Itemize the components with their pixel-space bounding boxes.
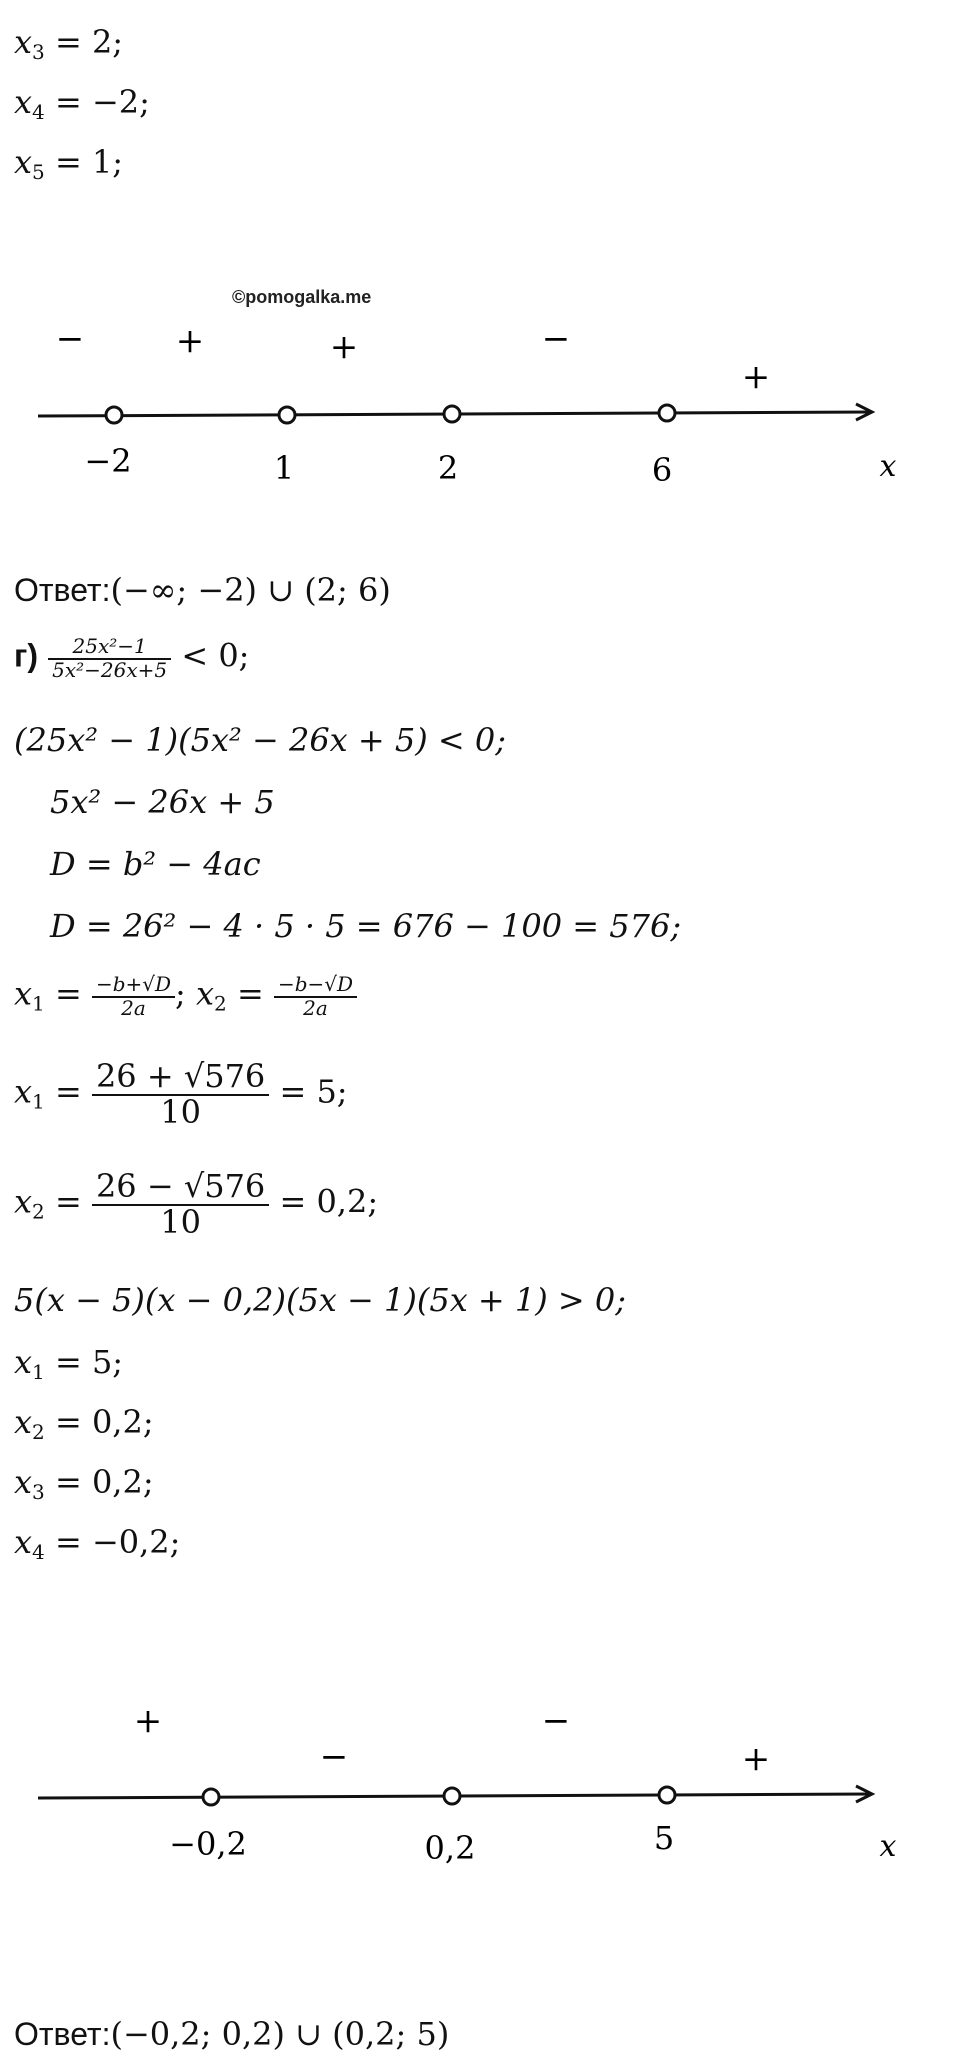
root-x3b: $x_3 = 0,2$; bbox=[14, 1463, 154, 1504]
task-relation: < 0; bbox=[181, 636, 250, 675]
point-label: −2 bbox=[84, 442, 132, 480]
x1-fraction: $\frac{26 + √576}{10}$ bbox=[92, 1060, 269, 1128]
point-marker bbox=[106, 407, 122, 423]
root-x4: $x_4 = -2$; bbox=[14, 83, 150, 124]
root-x3: $x_3 = 2$; bbox=[14, 23, 124, 64]
point-marker bbox=[444, 406, 460, 422]
x2-calculation: $x_2$ = $\frac{26 - √576}{10}$ = 0,2; bbox=[14, 1167, 379, 1241]
answer-label: Ответ: bbox=[14, 2016, 111, 2052]
x2-formula-fraction: $\frac{-b-√D}{2a}$ bbox=[274, 974, 357, 1018]
task-g bbox=[14, 636, 249, 680]
factored-inequality: 5(x − 5)(x − 0,2)(5x − 1)(5x + 1) > 0; bbox=[14, 1281, 627, 1319]
root-formulas: $x_1$ = $\frac{-b+√D}{2a}$ ; $x_2$ = $\frac{-b-√D}{2a}$ bbox=[14, 974, 357, 1018]
point-marker bbox=[279, 407, 295, 423]
x1-calculation: $x_1$ = $\frac{26 + √576}{10}$ = 5; bbox=[14, 1057, 348, 1131]
discriminant-value: D = 26² − 4 · 5 · 5 = 676 − 100 = 576; bbox=[50, 907, 682, 945]
number-line-1 bbox=[0, 300, 960, 500]
discriminant-formula: D = b² − 4ac bbox=[50, 845, 261, 883]
root-x2: $x_2 = 0,2$; bbox=[14, 1403, 154, 1444]
task-label: г) bbox=[14, 637, 38, 674]
answer-2 bbox=[14, 2015, 450, 2053]
sign-label: + bbox=[329, 327, 359, 367]
sign-label: − bbox=[55, 319, 85, 359]
product-inequality: (25x² − 1)(5x² − 26x + 5) < 0; bbox=[14, 721, 507, 759]
x2-fraction: $\frac{26 - √576}{10}$ bbox=[92, 1170, 269, 1238]
point-label: 0,2 bbox=[424, 1829, 476, 1867]
sign-label: − bbox=[541, 319, 571, 359]
number-line-2 bbox=[0, 1690, 960, 1890]
x1-formula-fraction: $\frac{-b+√D}{2a}$ bbox=[92, 974, 175, 1018]
answer-label: Ответ: bbox=[14, 572, 111, 608]
trinomial: 5x² − 26x + 5 bbox=[50, 783, 275, 821]
task-fraction: $\frac{\text{25x²−1}}{\text{5x²−26x+5}}$ bbox=[48, 636, 171, 680]
axis-label: x bbox=[879, 449, 897, 484]
answer-value: (−0,2; 0,2) ∪ (0,2; 5) bbox=[110, 2015, 450, 2053]
point-label: −0,2 bbox=[169, 1825, 247, 1863]
sign-label: − bbox=[541, 1701, 571, 1741]
answer-value: (−∞; −2) ∪ (2; 6) bbox=[110, 571, 391, 609]
point-marker bbox=[659, 1787, 675, 1803]
answer-1 bbox=[14, 571, 391, 609]
axis-label: x bbox=[879, 1829, 897, 1864]
point-marker bbox=[444, 1788, 460, 1804]
point-label: 6 bbox=[651, 451, 673, 489]
root-x5: $x_5 = 1$; bbox=[14, 143, 124, 184]
sign-label: + bbox=[741, 357, 771, 397]
point-label: 5 bbox=[653, 1819, 675, 1857]
point-label: 2 bbox=[437, 449, 459, 487]
sign-label: + bbox=[741, 1739, 771, 1779]
point-marker bbox=[659, 405, 675, 421]
sign-label: + bbox=[133, 1701, 163, 1741]
point-marker bbox=[203, 1789, 219, 1805]
sign-label: + bbox=[175, 321, 205, 361]
root-x1: $x_1 = 5$; bbox=[14, 1343, 124, 1384]
sign-label: − bbox=[319, 1737, 349, 1777]
point-label: 1 bbox=[273, 449, 295, 487]
watermark: ©pomogalka.me bbox=[232, 287, 372, 307]
root-x4b: $x_4 = -0,2$; bbox=[14, 1523, 181, 1564]
